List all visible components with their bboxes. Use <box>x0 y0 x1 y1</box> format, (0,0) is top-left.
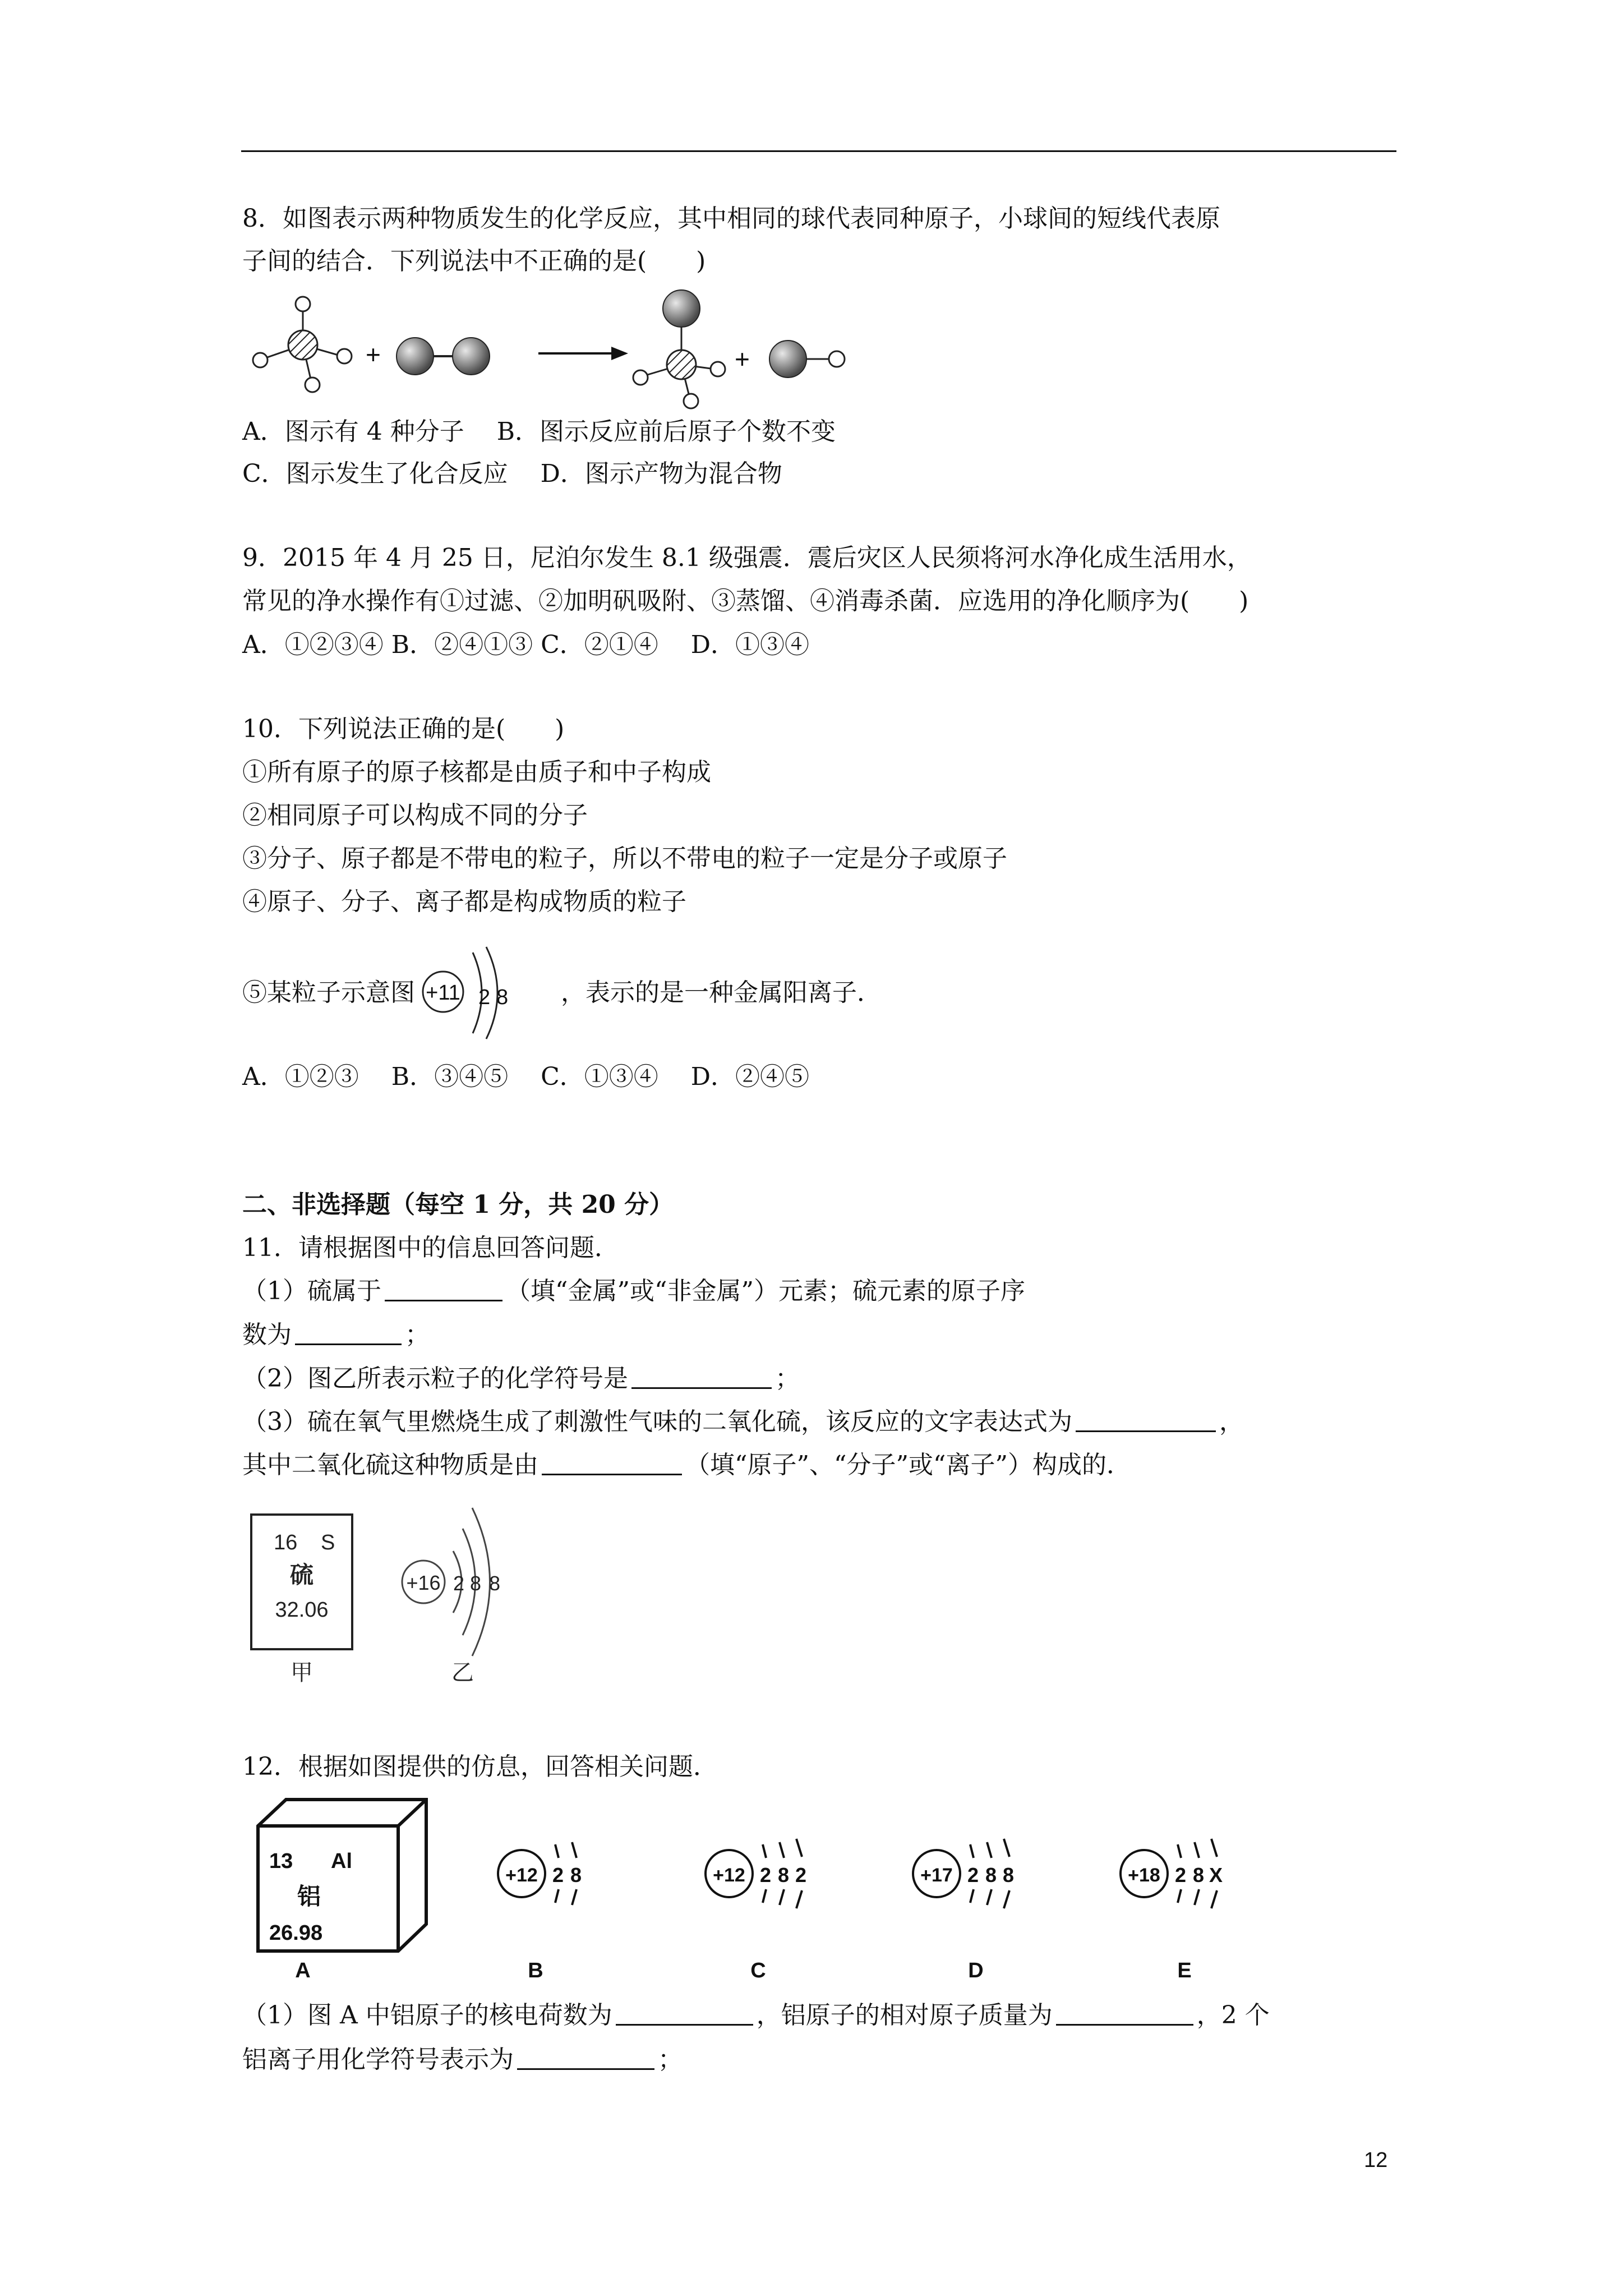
atom-b-nucleus: +12 <box>505 1865 538 1886</box>
q11-stem: 11．请根据图中的信息回答问题． <box>242 1234 619 1262</box>
plus-sign-1: + <box>366 340 381 369</box>
atom-diagram-b <box>498 1842 582 1905</box>
q11-part1-text-c: 数为 <box>242 1320 292 1349</box>
sulfur-atomic-number: 16 <box>274 1531 298 1554</box>
sulfur-mass: 32.06 <box>275 1598 329 1622</box>
atom-d-shell-3: 8 <box>1003 1864 1015 1887</box>
atom-d-shell-1: 2 <box>967 1864 979 1887</box>
atom-diagram-e <box>1121 1839 1223 1908</box>
q12-blank-1[interactable] <box>616 1999 753 2026</box>
atom-e-nucleus: +18 <box>1128 1865 1160 1886</box>
q11-part3-text-a: （3）硫在氧气里燃烧生成了刺激性气味的二氧化硫，该反应的文字表达式为 <box>242 1407 1072 1436</box>
q12-part1-text-d: 铝离子用化学符号表示为 <box>242 2045 514 2074</box>
atom-d-shell-2: 8 <box>985 1864 997 1887</box>
q10-ion-shell-1: 2 <box>478 986 491 1009</box>
q11-part2-text-a: （2）图乙所表示粒子的化学符号是 <box>242 1364 628 1393</box>
atom-c-shell-1: 2 <box>760 1864 772 1887</box>
sulfur-name: 硫 <box>289 1562 314 1588</box>
product-molecule-2 <box>769 341 845 378</box>
plus-sign-2: + <box>735 344 750 374</box>
reaction-arrow <box>538 347 628 360</box>
q9-options: A．①②③④ B．②④①③ C．②①④ D．①③④ <box>242 631 810 659</box>
aluminum-atomic-number: 13 <box>269 1849 293 1873</box>
q9-stem-line1: 9．2015 年 4 月 25 日，尼泊尔发生 8.1 级强震．震后灾区人民须将河水净化成生活用水， <box>242 544 1252 572</box>
q10-stem: 10．下列说法正确的是( ) <box>242 715 565 743</box>
q12-part1-text-b: ，铝原子的相对原子质量为 <box>756 2001 1053 2030</box>
q12-part1-text-a: （1）图 A 中铝原子的核电荷数为 <box>242 2001 612 2030</box>
q12-part1-text-e: ； <box>658 2045 683 2074</box>
q11-ion-shell-3: 8 <box>489 1572 501 1595</box>
q10-statement-1: ①所有原子的原子核都是由质子和中子构成 <box>242 758 711 786</box>
atom-e-shell-1: 2 <box>1175 1864 1187 1887</box>
sulfur-ion-diagram <box>402 1508 500 1656</box>
atom-d-nucleus: +17 <box>920 1865 953 1886</box>
q8-options-line1: A．图示有 4 种分子 B．图示反应前后原子个数不变 <box>242 417 836 446</box>
q10-ion-nucleus: +11 <box>426 981 460 1005</box>
sulfur-symbol: S <box>321 1531 335 1554</box>
q11-part3-text-c: 其中二氧化硫这种物质是由 <box>242 1451 538 1479</box>
q11-part3-line2 <box>242 1448 1131 1482</box>
q10-statement-4: ④原子、分子、离子都是构成物质的粒子 <box>242 887 686 916</box>
q11-blank-1[interactable] <box>385 1275 502 1301</box>
q12-stem: 12．根据如图提供的仿息，回答相关问题． <box>242 1752 718 1781</box>
q8-stem-line2: 子间的结合．下列说法中不正确的是( ) <box>242 247 706 275</box>
atom-e-shell-3: X <box>1209 1864 1223 1887</box>
q11-blank-3[interactable] <box>631 1363 772 1389</box>
atom-c-shell-3: 2 <box>795 1864 807 1887</box>
q8-options-line2: C．图示发生了化合反应 D．图示产物为混合物 <box>242 459 782 488</box>
q11-part2 <box>242 1362 800 1396</box>
q11-blank-4[interactable] <box>1076 1406 1216 1432</box>
q12-figures <box>247 1795 1301 1986</box>
q11-part3-line1 <box>242 1405 1244 1439</box>
q11-ion-nucleus: +16 <box>406 1571 441 1594</box>
aluminum-mass: 26.98 <box>269 1921 323 1945</box>
atom-c-shell-2: 8 <box>778 1864 790 1887</box>
q10-ion-shell-2: 8 <box>496 986 509 1009</box>
q11-part2-text-b: ； <box>775 1364 800 1393</box>
q12-blank-2[interactable] <box>1056 1999 1193 2026</box>
aluminum-symbol: Al <box>331 1849 352 1873</box>
section-2-heading: 二、非选择题（每空 1 分，共 20 分） <box>242 1190 674 1219</box>
q11-part1-text-d: ； <box>405 1320 430 1349</box>
figure-label-b: B <box>528 1959 543 1982</box>
reactant-molecule-2 <box>396 338 490 375</box>
q8-stem-line1: 8．如图表示两种物质发生的化学反应，其中相同的球代表同种原子，小球间的短线代表原 <box>242 204 1220 233</box>
atom-diagram-c <box>706 1839 806 1908</box>
q11-ion-shell-2: 8 <box>470 1572 482 1595</box>
label-jia: 甲 <box>291 1660 313 1685</box>
figure-label-d: D <box>968 1959 984 1982</box>
q10-ion-diagram <box>412 942 564 1043</box>
q10-statement-2: ②相同原子可以构成不同的分子 <box>242 801 588 830</box>
header-rule <box>241 150 1396 152</box>
q11-blank-2[interactable] <box>295 1319 402 1345</box>
q8-reaction-diagram <box>241 286 937 415</box>
aluminum-name: 铝 <box>297 1883 321 1910</box>
figure-label-a: A <box>295 1959 311 1982</box>
atom-b-shell-2: 8 <box>570 1864 582 1887</box>
q11-part1-line2 <box>242 1318 430 1352</box>
q11-part1-line1 <box>242 1274 1025 1308</box>
atom-b-shell-1: 2 <box>552 1864 564 1887</box>
aluminum-element-cube <box>258 1800 426 1951</box>
q12-part1-text-c: ，2 个 <box>1196 2001 1270 2030</box>
q10-options: A．①②③ B．③④⑤ C．①③④ D．②④⑤ <box>242 1062 810 1091</box>
label-yi: 乙 <box>451 1660 474 1685</box>
q11-blank-5[interactable] <box>542 1449 682 1475</box>
q11-part3-text-b: ， <box>1219 1407 1244 1436</box>
q11-part3-text-d: （填“原子”、“分子”或“离子”）构成的． <box>685 1451 1131 1479</box>
q9-stem-line2: 常见的净水操作有①过滤、②加明矾吸附、③蒸馏、④消毒杀菌．应选用的净化顺序为( ) <box>242 587 1249 615</box>
atom-diagram-d <box>913 1839 1014 1908</box>
q11-part1-text-a: （1）硫属于 <box>242 1277 381 1305</box>
q10-statement-5-suffix: ，表示的是一种金属阳离子． <box>561 978 882 1007</box>
figure-label-c: C <box>750 1959 766 1982</box>
reactant-molecule-1 <box>253 297 352 392</box>
q12-part1-line2 <box>242 2043 683 2077</box>
q11-ion-shell-1: 2 <box>453 1572 465 1595</box>
page-number: 12 <box>1364 2148 1388 2172</box>
q12-blank-3[interactable] <box>517 2044 654 2070</box>
sulfur-element-card <box>251 1515 352 1649</box>
atom-c-nucleus: +12 <box>713 1865 745 1886</box>
q10-statement-3: ③分子、原子都是不带电的粒子，所以不带电的粒子一定是分子或原子 <box>242 844 1007 873</box>
q12-part1-line1 <box>242 1999 1270 2032</box>
figure-label-e: E <box>1177 1959 1192 1982</box>
q10-statement-5-prefix: ⑤某粒子示意图 <box>242 978 415 1007</box>
atom-e-shell-2: 8 <box>1193 1864 1205 1887</box>
q11-figures <box>247 1498 538 1688</box>
product-molecule-1 <box>633 290 725 408</box>
q11-part1-text-b: （填“金属”或“非金属”）元素；硫元素的原子序 <box>506 1277 1025 1305</box>
